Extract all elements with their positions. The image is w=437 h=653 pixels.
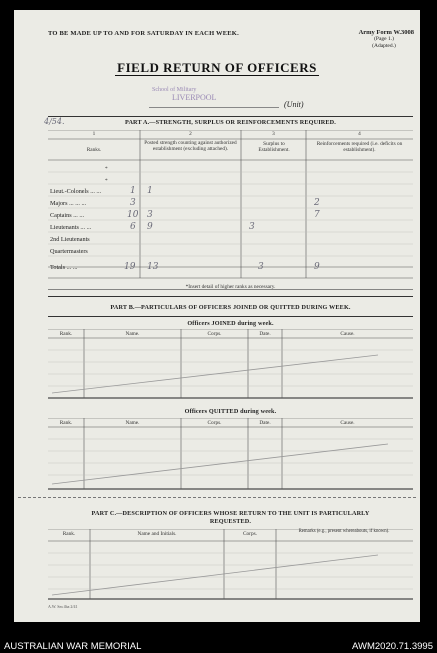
- form-number: [334, 29, 414, 50]
- reinf-captains: 7: [314, 210, 320, 220]
- joined-col-date: Date.: [259, 331, 271, 337]
- rank-row-captains: Captains ... ...: [50, 212, 85, 219]
- quitted-table: [48, 418, 413, 490]
- posted-lieut-colonels: 1: [147, 186, 153, 196]
- part-b-top-rule: [48, 296, 413, 297]
- archive-footer: [0, 638, 437, 653]
- part-a-note: *Insert detail of higher ranks as necessary.: [185, 284, 276, 290]
- unit-stamp: [152, 87, 216, 101]
- archive-reference: AWM2020.71.3995: [352, 641, 433, 652]
- handwritten-reference: 4/54.: [44, 117, 65, 126]
- col-header-posted: Posted strength counting against authorized establishment (excluding attached).: [144, 140, 237, 152]
- col-number-2: 2: [189, 131, 192, 137]
- col-header-surplus: Surplus to Establishment.: [258, 141, 290, 153]
- perforation-line: [18, 497, 416, 498]
- posted-captains: 3: [147, 210, 153, 220]
- quitted-col-cause: Cause.: [340, 420, 355, 426]
- joined-col-rank: Rank.: [59, 331, 73, 337]
- archive-name: AUSTRALIAN WAR MEMORIAL: [4, 641, 142, 652]
- est-captains: 10: [127, 210, 139, 220]
- joined-table: [48, 329, 413, 399]
- asterisk-2: *: [105, 178, 108, 184]
- rank-row-lieut-colonels: Lieut.-Colonels ... ...: [50, 188, 102, 195]
- rank-row-quartermasters: Quartermasters: [50, 248, 88, 255]
- posted-lieutenants: 9: [147, 222, 153, 232]
- form-number-label: Army Form W.3008: [358, 29, 414, 36]
- part-a-title: PART A.—STRENGTH, SURPLUS OR REINFORCEMENTS REQUIRED.: [124, 119, 337, 126]
- posted-totals: 13: [147, 262, 159, 272]
- form-page: (Page 1.): [374, 36, 394, 42]
- joined-col-corps: Corps.: [207, 331, 222, 337]
- est-majors: 3: [130, 198, 136, 208]
- surplus-lieutenants: 3: [249, 222, 255, 232]
- col-header-reinforcements: Reinforcements required (i.e. deficits on establishment).: [316, 141, 403, 153]
- totals-row-label: Totals ... ...: [50, 264, 78, 271]
- part-a-top-rule: [48, 116, 413, 117]
- form-adapted: (Adapted.): [372, 43, 396, 49]
- rank-row-lieutenants: Lieutenants ... ...: [50, 224, 92, 231]
- quitted-title: Officers QUITTED during week.: [184, 408, 277, 415]
- part-c-col-name: Name and Initials.: [137, 531, 177, 537]
- part-c-col-remarks: Remarks (e.g., present whereabouts, if known).: [298, 529, 390, 534]
- quitted-col-date: Date.: [259, 420, 271, 426]
- page-title: FIELD RETURN OF OFFICERS: [117, 60, 317, 75]
- rank-row-majors: Majors ... ... ...: [50, 200, 87, 207]
- part-b-title: PART B.—PARTICULARS OF OFFICERS JOINED OR QUITTED DURING WEEK.: [110, 304, 351, 311]
- quitted-col-name: Name.: [125, 420, 140, 426]
- col-number-1: 1: [92, 131, 96, 137]
- surplus-totals: 3: [258, 262, 264, 272]
- col-header-ranks: Ranks.: [86, 147, 102, 153]
- col-number-4: 4: [358, 131, 361, 137]
- stamp-line-1: School of Military: [152, 87, 197, 93]
- part-a-table: [48, 130, 413, 290]
- asterisk-1: *: [105, 166, 108, 172]
- unit-label: (Unit): [284, 100, 304, 109]
- form-page: [14, 10, 420, 622]
- col-number-3: 3: [272, 131, 275, 137]
- quitted-col-corps: Corps.: [207, 420, 222, 426]
- unit-line: [149, 107, 279, 108]
- stamp-line-2: LIVERPOOL: [172, 93, 217, 102]
- est-lieutenants: 6: [130, 222, 136, 232]
- part-c-col-corps: Corps.: [243, 531, 257, 537]
- joined-title: Officers JOINED during week.: [187, 320, 274, 327]
- est-lieut-colonels: 1: [130, 186, 136, 196]
- part-c-title-line-1: PART C.—DESCRIPTION OF OFFICERS WHOSE RETURN TO THE UNIT IS PARTICULARLY: [91, 510, 370, 517]
- part-c-col-rank: Rank.: [62, 531, 76, 537]
- instruction-text: TO BE MADE UP TO AND FOR SATURDAY IN EACH WEEK.: [48, 30, 239, 37]
- joined-col-name: Name.: [125, 331, 140, 337]
- rank-row-2nd-lieutenants: 2nd Lieutenants: [50, 236, 90, 243]
- reinf-majors: 2: [314, 198, 320, 208]
- reinf-totals: 9: [314, 262, 320, 272]
- part-c-title-line-2: REQUESTED.: [209, 518, 252, 525]
- part-b-rule: [48, 316, 413, 317]
- form-footnote: A.W. Sm 4ba 2/41: [48, 604, 78, 609]
- joined-col-cause: Cause.: [340, 331, 355, 337]
- est-totals: 19: [124, 262, 136, 272]
- part-c-table: [48, 529, 413, 600]
- quitted-col-rank: Rank.: [59, 420, 73, 426]
